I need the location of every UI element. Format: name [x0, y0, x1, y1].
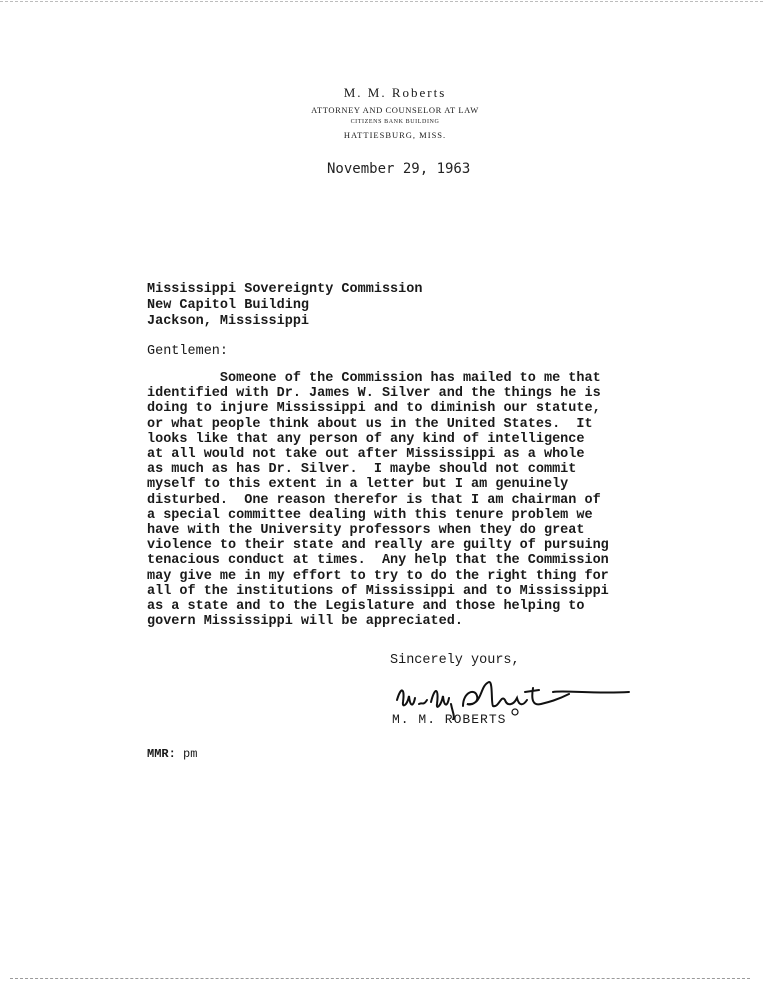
body-line: identified with Dr. James W. Silver and the things he is: [147, 386, 601, 402]
body-line: all of the institutions of Mississippi and to Mississippi: [147, 583, 609, 599]
letterhead-building: CITIZENS BANK BUILDING: [350, 119, 440, 125]
letterhead-name: M. M. Roberts: [343, 85, 447, 100]
letter-body: [147, 371, 677, 629]
body-line: at all would not take out after Mississippi as a whole: [147, 447, 585, 463]
body-line: as a state and to the Legislature and those helping to: [147, 599, 585, 615]
body-line: as much as has Dr. Silver. I maybe should not commit: [147, 462, 577, 478]
address-line: Mississippi Sovereignty Commission: [147, 282, 423, 297]
body-line: a special committee dealing with this tenure problem we: [147, 507, 593, 523]
letter-date: November 29, 1963: [327, 161, 471, 177]
body-line: tenacious conduct at times. Any help that the Commission: [147, 553, 609, 569]
body-line: Someone of the Commission has mailed to me that: [147, 371, 601, 386]
body-line: govern Mississippi will be appreciated.: [147, 614, 463, 630]
page-edge-top: [0, 1, 763, 2]
body-line: disturbed. One reason therefor is that I am chairman of: [147, 492, 601, 508]
body-line: or what people think about us in the United States. It: [147, 416, 593, 432]
letterhead-title: ATTORNEY AND COUNSELOR AT LAW: [311, 105, 479, 115]
signer-name: M. M. ROBERTS: [392, 712, 507, 727]
body-line: may give me in my effort to try to do the right thing for: [147, 568, 609, 584]
address-line: Jackson, Mississippi: [147, 314, 310, 329]
salutation: Gentlemen:: [147, 344, 229, 359]
body-line: have with the University professors when they do great: [147, 523, 585, 539]
body-line: doing to injure Mississippi and to diminish our statute,: [147, 401, 601, 417]
address-line: New Capitol Building: [147, 298, 310, 313]
body-line: looks like that any person of any kind of intelligence: [147, 431, 585, 447]
initials-lower: pm: [183, 747, 198, 761]
initials-upper: MMR:: [147, 747, 176, 761]
page-edge-bottom: [10, 978, 750, 979]
body-line: myself to this extent in a letter but I am genuinely: [147, 477, 569, 493]
reference-initials: [147, 747, 197, 761]
letterhead-city: HATTIESBURG, MISS.: [343, 130, 447, 140]
recipient-address: [147, 282, 422, 330]
body-line: violence to their state and really are guilty of pursuing: [147, 538, 609, 554]
letterhead: [255, 85, 535, 140]
closing: Sincerely yours,: [390, 653, 520, 668]
